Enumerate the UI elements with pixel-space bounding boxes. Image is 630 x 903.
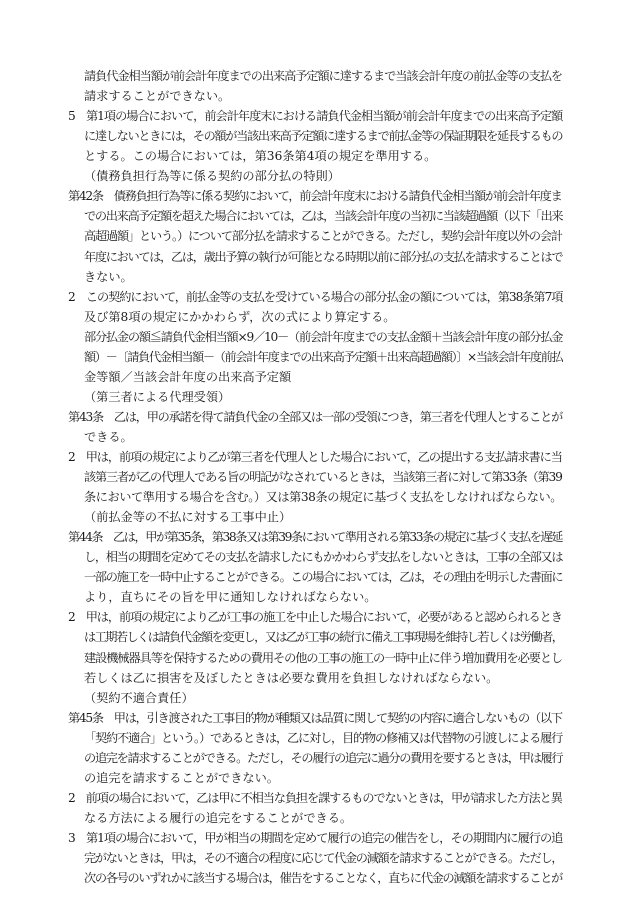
text-line: 2 甲は，前項の規定により乙が第三者を代理人とした場合において，乙の提出する支払請求書に当	[68, 449, 562, 464]
text-line: 2 甲は，前項の規定により乙が工事の施工を中止した場合において，必要があると認められるとき	[68, 610, 562, 625]
text-line: 高超過額」という。）について部分払を請求することができる。ただし，契約会計年度以外の会計	[84, 229, 562, 244]
text-line: 年度においては，乙は，歳出予算の執行が可能となる時期以前に部分払の支払を請求することはで	[84, 249, 563, 264]
text-line: 金等額／当該会計年度の出来高予定額	[84, 369, 292, 384]
section-heading: （債務負担行為等に係る契約の部分払の特則）	[84, 169, 340, 184]
text-line: 次の各号のいずれかに該当する場合は，催告をすることなく，直ちに代金の減額を請求することが	[84, 871, 563, 885]
text-line: 該第三者が乙の代理人である旨の明記がなされているときは，当該第三者に対して第33条（第39	[84, 470, 562, 484]
section-heading: （契約不適合責任）	[84, 690, 194, 705]
text-line: 2 前項の場合において，乙は甲に不相当な負担を課するものでないときは，甲が請求した方法と異	[68, 790, 562, 805]
text-line: 2 この契約において，前払金等の支払を受けている場合の部分払金の額については，第38条第7項	[68, 289, 563, 304]
text-line: 建設機械器具等を保持するための費用その他の工事の施工の一時中止に伴う増加費用を必要とし	[84, 650, 563, 665]
text-line: 及び第8項の規定にかかわらず，次の式により算定する。	[84, 309, 396, 324]
text-line: に達しないときには，その額が当該出来高予定額に達するまで前払金等の保証期限を延長するもの	[84, 129, 563, 144]
text-line: 請求することができない。	[84, 89, 231, 103]
text-line: し，相当の期間を定めてその支払を請求したにもかかわらず支払をしないときは，工事の全部又は	[84, 550, 563, 565]
text-line: 「契約不適合」という。）であるときは，乙に対し，目的物の修補又は代替物の引渡しによる履行	[84, 730, 563, 745]
text-line: きない。	[84, 269, 133, 284]
text-line: 部分払金の額≦請負代金相当額×9／10－（前会計年度までの支払金額＋当該会計年度の部分払金	[84, 329, 563, 344]
text-line: 完がないときは，甲は，その不適合の程度に応じて代金の減額を請求することができる。ただし，	[84, 851, 563, 865]
text-line: 第44条 乙は，甲が第35条，第38条又は第39条において準用される第33条の規定に基づく支払を遅延	[68, 530, 563, 545]
section-heading: （前払金等の不払に対する工事中止）	[84, 510, 292, 525]
text-line: 第45条 甲は，引き渡された工事目的物が種類又は品質に関して契約の内容に適合しないもの（以下	[68, 710, 562, 725]
text-line: 5 第1項の場合において，前会計年度末における請負代金相当額が前会計年度までの出来高予定額	[68, 109, 563, 124]
text-line: 第42条 債務負担行為等に係る契約において，前会計年度末における請負代金相当額が前会計年度ま	[68, 189, 562, 204]
text-line: の追完を請求することができない。	[84, 770, 279, 785]
text-line: 一部の施工を一時中止することができる。この場合においては，乙は，その理由を明示した書面に	[84, 570, 563, 585]
text-line: での出来高予定額を超えた場合においては，乙は，当該会計年度の当初に当該超過額（以下「出来	[84, 209, 563, 224]
text-line: は工期若しくは請負代金額を変更し，又は乙が工事の続行に備え工事現場を維持し若しくは労働者，	[84, 630, 563, 645]
text-line: の追完を請求することができる。ただし，その履行の追完に過分の費用を要するときは，甲は履行	[84, 750, 563, 765]
text-line: できる。	[84, 429, 133, 444]
text-line: とする。この場合においては，第36条第4項の規定を準用する。	[84, 149, 437, 164]
text-line: 請負代金相当額が前会計年度までの出来高予定額に達するまで当該会計年度の前払金等の支払を	[84, 69, 563, 83]
text-line: 第43条 乙は，甲の承諾を得て請負代金の全部又は一部の受領につき，第三者を代理人とすることが	[68, 409, 563, 424]
text-line: 若しくは乙に損害を及ぼしたときは必要な費用を負担しなければならない。	[84, 670, 499, 685]
text-line: 条において準用する場合を含む。）又は第38条の規定に基づく支払をしなければならない。	[84, 490, 562, 505]
text-line: 額）－〔請負代金相当額－（前会計年度までの出来高予定額＋出来高超過額）〕×当該会計年度前払	[84, 349, 563, 364]
section-heading: （第三者による代理受領）	[84, 389, 231, 404]
text-line: 3 第1項の場合において，甲が相当の期間を定めて履行の追完の催告をし，その期間内に履行の追	[68, 830, 563, 845]
text-line: より，直ちにその旨を甲に通知しなければならない。	[84, 590, 377, 605]
text-line: なる方法による履行の追完をすることができる。	[84, 810, 353, 825]
